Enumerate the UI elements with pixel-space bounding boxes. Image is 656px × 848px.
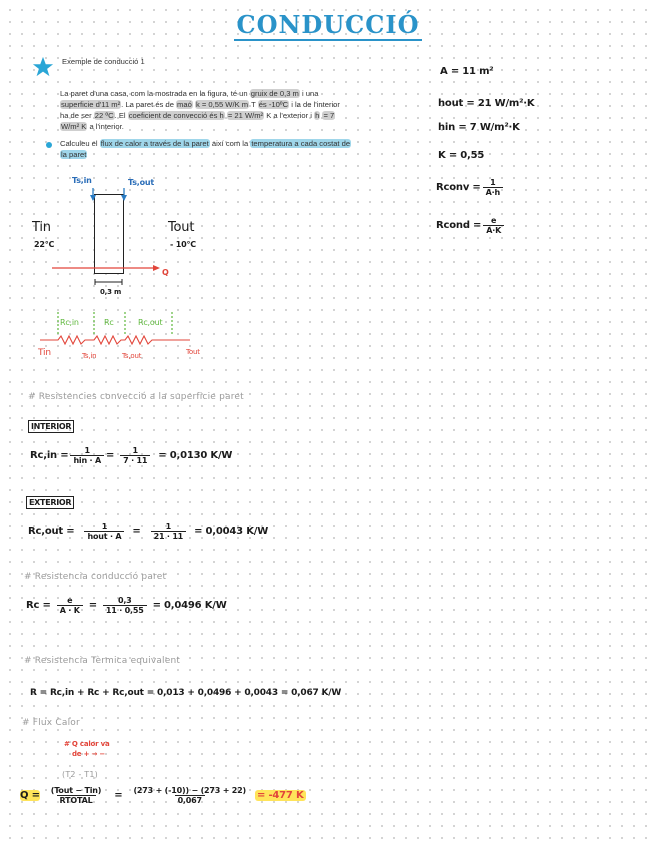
problem-text: La paret d'una casa, com la mostrada en la figura, té un gruix de 0,3 m i una superficie d'11 m². La paret és de maó k = 0,55 W/K m T és -10ºC i la de l'interior ha de ser 22 ºC. El coeficient de convecció és h = 21 W/m² K a l'exterior i h = 7 W/m² K a l'interior. [60,89,340,131]
interior-equation: Rc,in = $\frac{1}{\text{hin · A}}$ = $\frac{1}{7 \cdot 11}$ = 0,0130 K/W [30,446,233,465]
flux-note-2: de + → − [72,750,106,758]
label-ts-out: Ts,out [128,178,155,187]
section-heading-convection: # Resistencies convecció a la superficie paret [28,392,244,402]
exterior-label: EXTERIOR [26,496,74,509]
flux-ts-note: (T2 - T1) [62,770,98,779]
section-heading-equivalent: # Resistencia Tèrmica equivalent [24,656,181,666]
flux-equation: Q = $\frac{\text{(Tout − Tin)}}{\text{RTOTAL}}$ = $\frac{(273 + (-10)) - (273 + 22)}{0,067}$ = -477 K [20,786,304,805]
label-thickness: 0,3 m [100,288,122,296]
label-ts-in: Ts,in [72,176,92,185]
page-title: CONDUCCIÓ [236,10,420,39]
note-hout: hout = 21 W/m²·K [438,98,535,109]
exterior-equation: Rc,out = $\frac{1}{\text{hout · A}}$ = $\frac{1}{21 \cdot 11}$ = 0,0043 K/W [28,522,269,541]
note-area: A = 11 m² [440,66,494,77]
note-hin: hin = 7 W/m²·K [438,122,520,133]
flux-result: = -477 K [257,790,304,801]
label-tout-value: - 10°C [170,240,196,249]
label-rc-out: Rc,out [138,318,163,327]
example-header: Exemple de conducció 1 [62,57,145,66]
interior-label: INTERIOR [28,420,74,433]
section-heading-conduction: # Resistencia conducció paret [24,572,167,582]
section-heading-flux: # Flux Calor [22,718,80,728]
question-text: Calculeu el flux de calor a través de la paret així com la temperatura a cada costat de la paret [60,139,351,159]
label-q: Q [162,268,169,277]
label-tin: Tin [32,220,51,235]
label-tin-value: 22°C [34,240,55,249]
circuit-tsout: Ts,out [122,352,142,360]
label-tout: Tout [168,220,195,235]
equivalent-equation: R = Rc,in + Rc + Rc,out = 0,013 + 0,0496 + 0,0043 = 0,067 K/W [30,688,342,698]
circuit-tin: Tin [38,348,51,358]
note-k: K = 0,55 [438,150,485,161]
label-rc: Rc [104,318,114,327]
flux-note-1: # Q calor va [64,740,110,748]
note-rcond: Rcond = $\frac{e}{A\cdot K}$ [436,216,506,235]
conduction-equation: Rc = $\frac{e}{A \cdot K}$ = $\frac{0,3}{11 \cdot 0,55}$ = 0,0496 K/W [26,596,227,615]
circuit-tsin: Ts,in [82,352,97,360]
label-rc-in: Rc,in [60,318,79,327]
circuit-tout: Tout [186,348,200,356]
note-rconv: Rconv = $\frac{1}{A\cdot h}$ [436,178,505,197]
